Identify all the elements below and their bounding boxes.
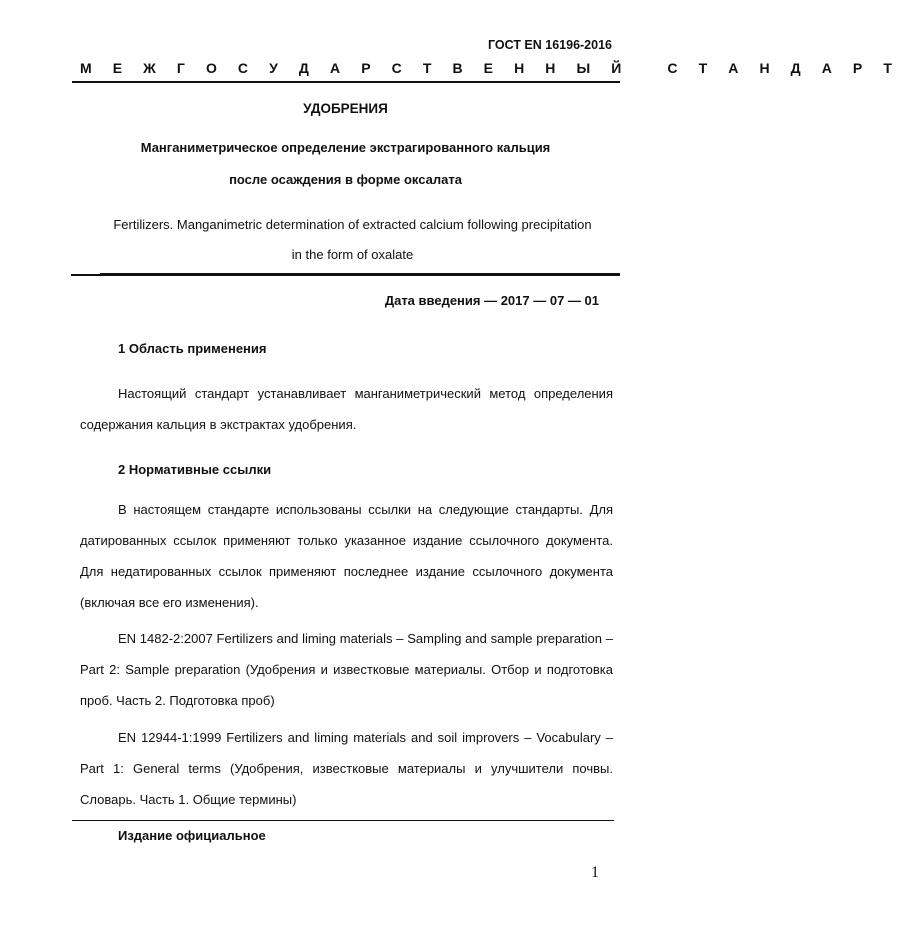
subtitle-en-line2: in the form of oxalate xyxy=(291,247,414,262)
official-edition-label: Издание официальное xyxy=(118,828,266,843)
subtitle-en-line1: Fertilizers. Manganimetric determination of extracted calcium following precipitation xyxy=(113,217,592,232)
standard-code: ГОСТ EN 16196-2016 xyxy=(487,38,612,52)
scope-text: Настоящий стандарт устанавливает манганиметрический метод определения содержания кальция в экстрактах удобрения. xyxy=(80,386,613,432)
title-rule xyxy=(71,274,620,276)
intro-date: Дата введения — 2017 — 07 — 01 xyxy=(384,293,599,308)
reference-item xyxy=(80,722,613,815)
reference-en1482: EN 1482-2:2007 Fertilizers and liming materials – Sampling and sample preparation – Part 2: Sample preparation (Удобрения и известковые материалы. Отбор и подготовка проб. Часть 2. Подготовка проб) xyxy=(80,631,613,708)
scope-paragraph xyxy=(80,378,613,440)
document-title: УДОБРЕНИЯ xyxy=(303,101,388,116)
references-text: В настоящем стандарте использованы ссылки на следующие стандарты. Для датированных ссылок применяют только указанное издание ссылочного документа. Для недатированных ссылок применяют последнее издание ссылочного документа (включая все его изменения). xyxy=(80,502,613,610)
reference-item xyxy=(80,623,613,716)
subtitle-ru-line2: после осаждения в форме оксалата xyxy=(229,172,462,187)
references-paragraph xyxy=(80,494,613,618)
subtitle-ru-line1: Манганиметрическое определение экстрагированного кальция xyxy=(140,140,551,155)
footer-rule xyxy=(72,820,614,821)
page-number: 1 xyxy=(591,864,599,881)
reference-en12944: EN 12944-1:1999 Fertilizers and liming materials and soil improvers – Vocabulary – Part 1: General terms (Удобрения, известковые материалы и улучшители почвы. Словарь. Часть 1. Общие термины) xyxy=(80,730,613,807)
standard-category: М Е Ж Г О С У Д А Р С Т В Е Н Н Ы Й С Т А Н Д А Р Т xyxy=(80,60,901,76)
section-heading-references: 2 Нормативные ссылки xyxy=(118,462,272,477)
header-rule xyxy=(72,81,620,83)
section-heading-scope: 1 Область применения xyxy=(118,341,267,356)
